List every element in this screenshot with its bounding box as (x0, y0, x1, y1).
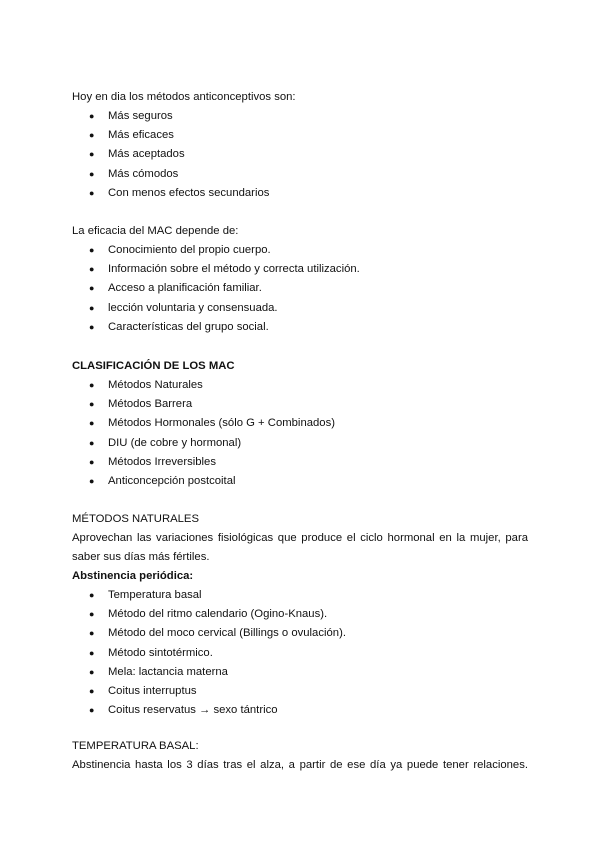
bullet-icon: ● (89, 705, 95, 716)
bullet-icon: ● (89, 149, 95, 160)
list-item: ● Temperatura basal (72, 586, 528, 605)
list-item: ● Características del grupo social. (72, 318, 528, 337)
list-item: ● Métodos Naturales (72, 376, 528, 395)
bullet-icon: ● (89, 111, 95, 121)
intro-section (72, 88, 528, 203)
list-item: ● Mela: lactancia materna (72, 663, 528, 682)
temperatura-section (72, 737, 528, 775)
abstinencia-subheading: Abstinencia periódica: (72, 570, 194, 582)
bullet-icon: ● (89, 628, 95, 639)
bullet-icon: ● (89, 283, 95, 294)
temperatura-heading: TEMPERATURA BASAL: (72, 740, 199, 752)
naturales-paragraph-line-2: saber sus días más fértiles. (72, 551, 210, 563)
bullet-icon: ● (89, 264, 95, 275)
bullet-icon: ● (89, 418, 95, 429)
list-item: ● Coitus reservatus → sexo tántrico (72, 701, 528, 720)
eficacia-list (72, 241, 528, 337)
list-item: ● Métodos Barrera (72, 395, 528, 414)
naturales-list (72, 586, 528, 720)
list-item: ● DIU (de cobre y hormonal) (72, 434, 528, 453)
bullet-icon: ● (89, 380, 95, 390)
bullet-icon: ● (89, 437, 95, 448)
clasificacion-heading: CLASIFICACIÓN DE LOS MAC (72, 360, 235, 372)
naturales-section (72, 510, 528, 720)
bullet-icon: ● (89, 245, 95, 255)
eficacia-section (72, 222, 528, 337)
list-item: ● Con menos efectos secundarios (72, 184, 528, 203)
list-item: ● Más cómodos (72, 165, 528, 184)
naturales-paragraph-line-1: Aprovechan las variaciones fisiológicas que produce el ciclo hormonal en la mujer, para (72, 532, 528, 544)
list-item: ● Métodos Irreversibles (72, 453, 528, 472)
list-item: ● Método sintotérmico. (72, 644, 528, 663)
naturales-heading: MÉTODOS NATURALES (72, 513, 200, 525)
bullet-icon: ● (89, 609, 95, 620)
bullet-icon: ● (89, 321, 95, 332)
bullet-icon: ● (89, 647, 95, 658)
list-item: ● Método del ritmo calendario (Ogino-Knaus). (72, 605, 528, 624)
bullet-icon: ● (89, 590, 95, 600)
bullet-icon: ● (89, 187, 95, 198)
list-item: ● Conocimiento del propio cuerpo. (72, 241, 528, 260)
bullet-icon: ● (89, 685, 95, 696)
list-item: ● Más seguros (72, 107, 528, 126)
list-item: ● Más aceptados (72, 145, 528, 164)
list-item: ● Anticoncepción postcoital (72, 472, 528, 491)
list-item: ● Métodos Hormonales (sólo G + Combinados) (72, 414, 528, 433)
bullet-icon: ● (89, 399, 95, 410)
list-item: ● Coitus interruptus (72, 682, 528, 701)
list-item: ● Más eficaces (72, 126, 528, 145)
bullet-icon: ● (89, 168, 95, 179)
intro-list (72, 107, 528, 203)
bullet-icon: ● (89, 302, 95, 313)
list-item: ● Acceso a planificación familiar. (72, 279, 528, 298)
list-item: ● lección voluntaria y consensuada. (72, 299, 528, 318)
clasificacion-list (72, 376, 528, 491)
bullet-icon: ● (89, 475, 95, 486)
temperatura-paragraph: Abstinencia hasta los 3 días tras el alza, a partir de ese día ya puede tener relaciones. (72, 759, 528, 771)
bullet-icon: ● (89, 666, 95, 677)
clasificacion-section (72, 357, 528, 491)
list-item: ● Información sobre el método y correcta utilización. (72, 260, 528, 279)
eficacia-text: La eficacia del MAC depende de: (72, 225, 239, 237)
bullet-icon: ● (89, 456, 95, 467)
bullet-icon: ● (89, 130, 95, 141)
list-item: ● Método del moco cervical (Billings o ovulación). (72, 624, 528, 643)
intro-text: Hoy en dia los métodos anticonceptivos son: (72, 91, 296, 103)
